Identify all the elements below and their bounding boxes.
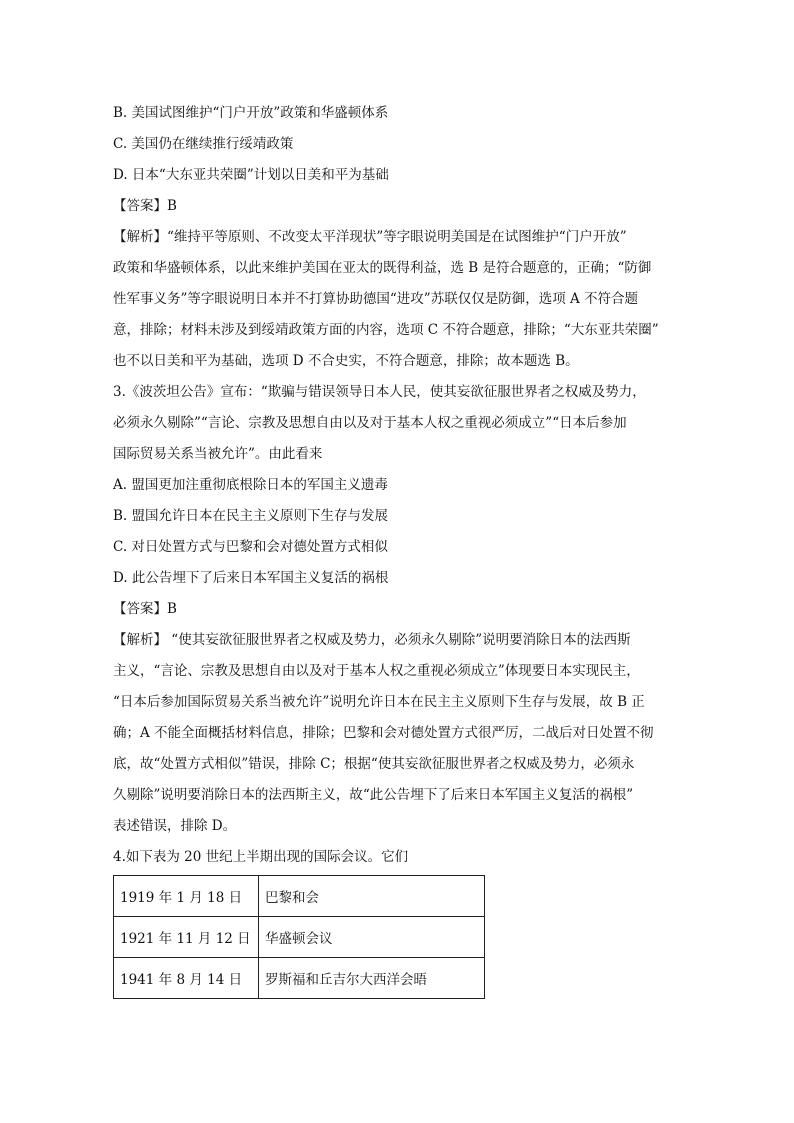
q2-analysis-line: 【解析】“维持平等原则、不改变太平洋现状”等字眼说明美国是在试图维护“门户开放” xyxy=(113,229,627,245)
q3-analysis-line: 底，故“处置方式相似”错误，排除 C；根据“使其妄欲征服世界者之权威及势力，必须永 xyxy=(113,756,635,772)
q2-option-c: C. 美国仍在继续推行绥靖政策 xyxy=(113,136,294,152)
meeting-name: 华盛顿会议 xyxy=(259,917,485,958)
q2-analysis-line: 性军事义务”等字眼说明日本并不打算协助德国“进攻”苏联仅仅是防御，选项 A 不符合题 xyxy=(113,291,639,307)
q3-analysis-line: 主义，“言论、宗教及思想自由以及对于基本人权之重视必须成立”体现要日本实现民主， xyxy=(113,663,640,679)
meeting-name: 罗斯福和丘吉尔大西洋会晤 xyxy=(259,958,485,999)
exam-page xyxy=(113,98,678,999)
q3-analysis-line: “日本后参加国际贸易关系当被允许”说明允许日本在民主主义原则下生存与发展，故 B 正 xyxy=(113,694,645,710)
table-row xyxy=(114,917,485,958)
q4-stem: 4.如下表为 20 世纪上半期出现的国际会议。它们 xyxy=(113,849,409,865)
q3-analysis-line: 表述错误，排除 D。 xyxy=(113,818,237,834)
q3-analysis xyxy=(113,625,678,842)
q3-stem-line: 3.《波茨坦公告》宣布：“欺骗与错误领导日本人民，使其妄欲征服世界者之权威及势力， xyxy=(113,384,646,400)
meeting-date: 1941 年 8 月 14 日 xyxy=(114,958,259,999)
q3-analysis-line: 确；A 不能全面概括材料信息，排除；巴黎和会对德处置方式很严厉，二战后对日处置不彻 xyxy=(113,725,654,741)
q3-stem-line: 国际贸易关系当被允许”。由此看来 xyxy=(113,446,323,462)
q2-analysis-line: 政策和华盛顿体系，以此来维护美国在亚太的既得利益，选 B 是符合题意的，正确；“防御 xyxy=(113,260,652,276)
meetings-table xyxy=(113,875,485,999)
meeting-name: 巴黎和会 xyxy=(259,876,485,917)
meeting-date: 1919 年 1 月 18 日 xyxy=(114,876,259,917)
q3-option-d: D. 此公告埋下了后来日本军国主义复活的祸根 xyxy=(113,570,389,586)
q3-option-c: C. 对日处置方式与巴黎和会对德处置方式相似 xyxy=(113,539,388,555)
q2-option-b: B. 美国试图维护“门户开放”政策和华盛顿体系 xyxy=(113,105,389,121)
table-row xyxy=(114,958,485,999)
q3-option-b: B. 盟国允许日本在民主主义原则下生存与发展 xyxy=(113,508,389,524)
q3-analysis-line: 久剔除”说明要消除日本的法西斯主义，故“此公告埋下了后来日本军国主义复活的祸根” xyxy=(113,787,634,803)
q3-stem-line: 必须永久剔除”“言论、宗教及思想自由以及对于基本人权之重视必须成立”“日本后参加 xyxy=(113,415,627,431)
q2-analysis xyxy=(113,222,678,377)
table-row xyxy=(114,876,485,917)
q3-analysis-line: 【解析】 “使其妄欲征服世界者之权威及势力，必须永久剔除”说明要消除日本的法西斯 xyxy=(113,632,631,648)
q2-option-d: D. 日本“大东亚共荣圈”计划以日美和平为基础 xyxy=(113,167,389,183)
q2-answer: 【答案】B xyxy=(113,198,177,214)
q3-stem xyxy=(113,377,678,470)
q2-analysis-line: 意，排除；材料未涉及到绥靖政策方面的内容，选项 C 不符合题意，排除；“大东亚共荣圈” xyxy=(113,322,659,338)
q3-answer: 【答案】B xyxy=(113,601,177,617)
q2-analysis-line: 也不以日美和平为基础，选项 D 不合史实，不符合题意，排除；故本题选 B。 xyxy=(113,353,579,369)
meeting-date: 1921 年 11 月 12 日 xyxy=(114,917,259,958)
q3-option-a: A. 盟国更加注重彻底根除日本的军国主义遗毒 xyxy=(113,477,388,493)
